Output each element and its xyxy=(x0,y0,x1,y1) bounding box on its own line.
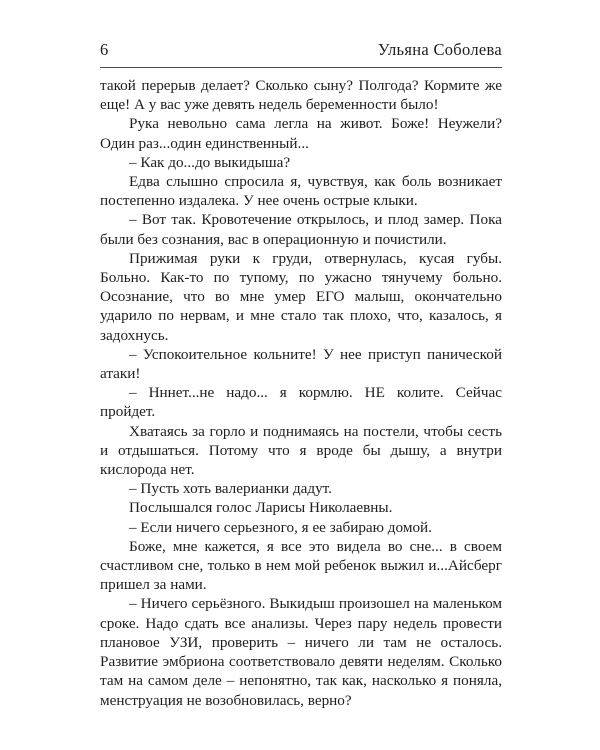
paragraph-2: Рука невольно сама легла на живот. Боже! Неужели? Один раз...один единственный... xyxy=(100,115,502,152)
paragraph-8: – Нннет...не надо... я кормлю. НЕ колите. Сейчас пройдет. xyxy=(100,384,502,421)
paragraph-6: Прижимая руки к груди, отвернулась, кусая губы. Больно. Как-то по тупому, по ужасно тянучему больно. Осознание, что во мне умер ЕГО малыш, окончательно ударило по нервам, и мне стало так плохо, что, казалось, я задохнусь. xyxy=(100,249,502,344)
paragraph-7: – Успокоительное кольните! У нее приступ панической атаки! xyxy=(100,345,502,383)
paragraph-12: – Если ничего серьезного, я ее забираю домой. xyxy=(129,518,432,536)
paragraph-11: Послышался голос Ларисы Николаевны. xyxy=(129,499,393,517)
paragraph-4: Едва слышно спросила я, чувствуя, как боль возникает постепенно издалека. У нее очень острые клыки. xyxy=(100,173,502,210)
paragraph-3: – Как до...до выкидыша? xyxy=(129,153,291,171)
paragraph-9: Хватаясь за горло и поднимаясь на постели, чтобы сесть и отдышаться. Потому что я вроде бы дышу, а внутри кислорода нет. xyxy=(100,422,502,479)
paragraph-13: Боже, мне кажется, я все это видела во сне... в своем счастливом сне, только в нем мой ребенок выжил и...Айсберг пришел за нами. xyxy=(100,537,502,594)
paragraph-10: – Пусть хоть валерианки дадут. xyxy=(129,480,332,498)
paragraph-5: – Вот так. Кровотечение открылось, и плод замер. Пока были без сознания, вас в операционную и почистили. xyxy=(100,211,502,248)
page-number: 6 xyxy=(100,40,109,59)
running-header xyxy=(100,38,502,62)
running-title: Ульяна Соболева xyxy=(377,40,502,59)
paragraph-1: такой перерыв делает? Сколько сыну? Полгода? Кормите же еще! А у вас уже девять недель беременности было! xyxy=(100,77,502,114)
paragraph-14: – Ничего серьёзного. Выкидыш произошел на маленьком сроке. Надо сдать все анализы. Через пару недель провести плановое УЗИ, проверить – ничего ли там не осталось. Развитие эмбриона соответствовало девяти неделям. Сколько там на самом деле – непонятно, так как, насколько я поняла, менструация не возобновилась, верно? xyxy=(100,595,502,709)
body-text xyxy=(100,76,502,710)
header-rule xyxy=(100,67,502,68)
